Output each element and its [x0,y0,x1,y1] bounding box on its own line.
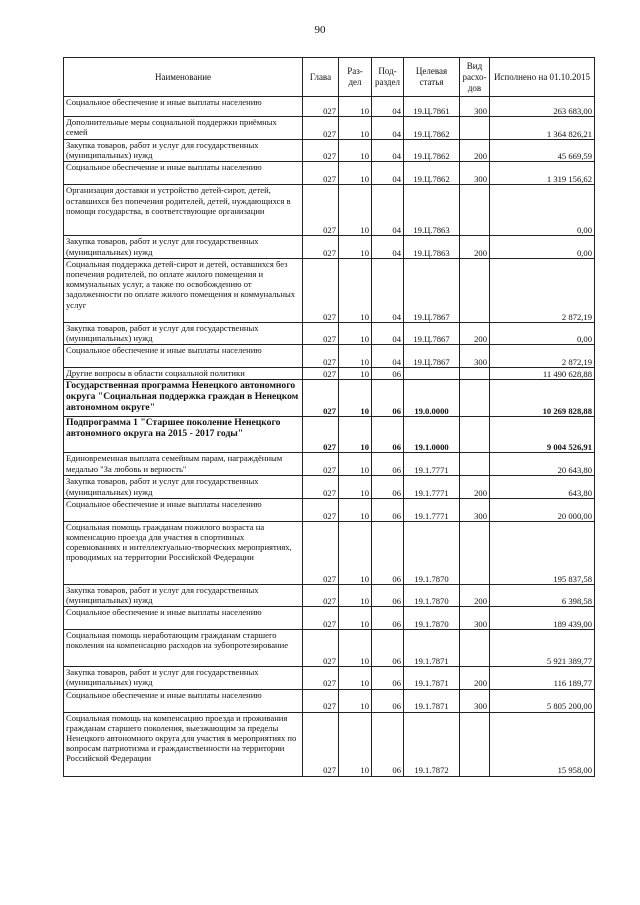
row-podrazdel: 06 [372,667,404,689]
row-podrazdel: 04 [372,185,404,236]
row-amount: 6 398,58 [490,584,595,606]
row-podrazdel: 04 [372,97,404,117]
row-vid: 200 [460,140,490,162]
row-podrazdel: 06 [372,498,404,521]
row-amount: 189 439,00 [490,607,595,630]
row-name: Дополнительные меры социальной поддержки приёмных семей [64,117,303,140]
row-razdel: 10 [339,117,372,140]
row-razdel: 10 [339,521,372,584]
row-glava: 027 [303,521,339,584]
row-name: Закупка товаров, работ и услуг для государственных (муниципальных) нужд [64,667,303,689]
table-row [64,498,595,521]
row-target: 19.1.0000 [404,417,460,453]
row-target: 19.Ц.7867 [404,322,460,344]
header-glava: Глава [303,58,339,97]
row-target [404,368,460,380]
row-vid: 200 [460,236,490,258]
row-razdel: 10 [339,607,372,630]
row-razdel: 10 [339,417,372,453]
row-razdel: 10 [339,236,372,258]
row-razdel: 10 [339,162,372,185]
row-amount: 1 319 156,62 [490,162,595,185]
row-podrazdel: 04 [372,322,404,344]
row-vid: 300 [460,345,490,368]
row-amount: 20 643,80 [490,453,595,476]
row-vid [460,185,490,236]
row-glava: 027 [303,322,339,344]
row-podrazdel: 06 [372,607,404,630]
row-amount: 2 872,19 [490,345,595,368]
row-target: 19.1.7872 [404,712,460,776]
table-row [64,162,595,185]
row-name: Социальное обеспечение и иные выплаты населению [64,607,303,630]
row-target: 19.Ц.7862 [404,140,460,162]
row-glava: 027 [303,417,339,453]
row-razdel: 10 [339,258,372,322]
row-name: Социальное обеспечение и иные выплаты населению [64,162,303,185]
row-glava: 027 [303,453,339,476]
row-vid [460,712,490,776]
row-target: 19.1.7870 [404,584,460,606]
row-target: 19.1.7871 [404,667,460,689]
table-row [64,97,595,117]
row-name: Единовременная выплата семейным парам, награждённым медалью "За любовь и верность" [64,453,303,476]
row-podrazdel: 06 [372,521,404,584]
table-row [64,689,595,712]
row-name: Подпрограмма 1 "Старшее поколение Ненецкого автономного округа на 2015 - 2017 годы" [64,417,303,453]
table-row [64,417,595,453]
row-name: Организация доставки и устройство детей-сирот, детей, оставшихся без попечения родителей, детей, нуждающихся в помощи государства, в соответствующие организации [64,185,303,236]
row-glava: 027 [303,162,339,185]
row-glava: 027 [303,712,339,776]
row-vid: 200 [460,322,490,344]
row-amount: 1 364 826,21 [490,117,595,140]
row-vid [460,380,490,417]
row-name: Закупка товаров, работ и услуг для государственных (муниципальных) нужд [64,322,303,344]
row-name: Закупка товаров, работ и услуг для государственных (муниципальных) нужд [64,140,303,162]
row-amount: 45 669,59 [490,140,595,162]
row-target: 19.1.7771 [404,498,460,521]
row-razdel: 10 [339,97,372,117]
row-glava: 027 [303,236,339,258]
row-vid [460,453,490,476]
row-podrazdel: 04 [372,236,404,258]
row-name: Социальное обеспечение и иные выплаты населению [64,345,303,368]
row-vid: 200 [460,667,490,689]
row-name: Социальное обеспечение и иные выплаты населению [64,97,303,117]
row-podrazdel: 06 [372,584,404,606]
row-razdel: 10 [339,584,372,606]
row-razdel: 10 [339,667,372,689]
table-row [64,667,595,689]
row-target: 19.1.7771 [404,476,460,498]
table-row [64,584,595,606]
row-vid: 300 [460,162,490,185]
header-razdel: Раз-дел [339,58,372,97]
table-row [64,117,595,140]
row-target: 19.1.7871 [404,689,460,712]
row-vid: 300 [460,689,490,712]
row-razdel: 10 [339,380,372,417]
row-podrazdel: 06 [372,453,404,476]
row-name: Закупка товаров, работ и услуг для государственных (муниципальных) нужд [64,476,303,498]
table-row [64,607,595,630]
row-razdel: 10 [339,498,372,521]
row-vid [460,521,490,584]
table-row [64,345,595,368]
row-amount: 15 958,00 [490,712,595,776]
row-name: Социальная поддержка детей-сирот и детей, оставшихся без попечения родителей, по оплате жилого помещения и коммунальных услуг, а также по освобождению от задолженности по оплате жилого помещения и коммунальных услуг [64,258,303,322]
row-razdel: 10 [339,630,372,667]
table-row [64,380,595,417]
row-target: 19.1.7871 [404,630,460,667]
row-glava: 027 [303,498,339,521]
row-target: 19.Ц.7862 [404,162,460,185]
row-target: 19.0.0000 [404,380,460,417]
row-target: 19.1.7771 [404,453,460,476]
row-razdel: 10 [339,453,372,476]
table-row [64,140,595,162]
table-row [64,712,595,776]
row-amount: 10 269 828,88 [490,380,595,417]
row-name: Социальная помощь на компенсацию проезда и проживания гражданам старшего поколения, выезжающим за пределы Ненецкого автономного округа для участия в мероприятиях по вопросам патриотизма и гражданственности на территории Российской Федерации [64,712,303,776]
row-razdel: 10 [339,476,372,498]
row-glava: 027 [303,476,339,498]
row-podrazdel: 04 [372,258,404,322]
row-glava: 027 [303,689,339,712]
row-amount: 11 490 628,88 [490,368,595,380]
row-name: Социальное обеспечение и иные выплаты населению [64,689,303,712]
row-razdel: 10 [339,322,372,344]
table-row [64,236,595,258]
row-glava: 027 [303,258,339,322]
row-podrazdel: 06 [372,689,404,712]
row-amount: 20 000,00 [490,498,595,521]
row-glava: 027 [303,667,339,689]
row-target: 19.1.7870 [404,607,460,630]
header-executed: Исполнено на 01.10.2015 [490,58,595,97]
row-target: 19.1.7870 [404,521,460,584]
row-target: 19.Ц.7863 [404,236,460,258]
budget-table [63,57,595,777]
table-row [64,630,595,667]
table-row [64,476,595,498]
row-glava: 027 [303,345,339,368]
row-vid: 300 [460,607,490,630]
row-glava: 027 [303,607,339,630]
row-podrazdel: 04 [372,162,404,185]
table-row [64,521,595,584]
header-name: Наименование [64,58,303,97]
row-vid: 300 [460,498,490,521]
row-amount: 116 189,77 [490,667,595,689]
row-podrazdel: 04 [372,140,404,162]
row-glava: 027 [303,97,339,117]
row-amount: 643,80 [490,476,595,498]
table-row [64,368,595,380]
row-vid [460,117,490,140]
row-vid: 200 [460,584,490,606]
row-target: 19.Ц.7867 [404,258,460,322]
row-target: 19.Ц.7861 [404,97,460,117]
row-vid: 300 [460,97,490,117]
row-podrazdel: 04 [372,345,404,368]
row-podrazdel: 06 [372,380,404,417]
row-target: 19.Ц.7863 [404,185,460,236]
table-body [64,97,595,777]
row-vid: 200 [460,476,490,498]
row-glava: 027 [303,368,339,380]
row-amount: 5 921 389,77 [490,630,595,667]
row-name: Государственная программа Ненецкого автономного округа "Социальная поддержка граждан в Ненецком автономном округе" [64,380,303,417]
row-podrazdel: 06 [372,712,404,776]
table-row [64,453,595,476]
row-amount: 263 683,00 [490,97,595,117]
row-target: 19.Ц.7867 [404,345,460,368]
row-podrazdel: 06 [372,417,404,453]
row-vid [460,258,490,322]
row-name: Социальная помощь гражданам пожилого возраста на компенсацию проезда для участия в спортивных соревнованиях и интеллектуально-творческих мероприятиях, проводимых на территории Российской Федерации [64,521,303,584]
row-podrazdel: 06 [372,630,404,667]
table-row [64,322,595,344]
header-target: Целевая статья [404,58,460,97]
row-amount: 0,00 [490,322,595,344]
row-glava: 027 [303,630,339,667]
row-amount: 0,00 [490,236,595,258]
row-amount: 5 805 200,00 [490,689,595,712]
row-razdel: 10 [339,140,372,162]
row-podrazdel: 04 [372,117,404,140]
row-glava: 027 [303,380,339,417]
row-amount: 195 837,58 [490,521,595,584]
header-podrazdel: Под-раздел [372,58,404,97]
row-amount: 0,00 [490,185,595,236]
table-row [64,185,595,236]
row-vid [460,630,490,667]
row-vid [460,417,490,453]
row-razdel: 10 [339,368,372,380]
row-razdel: 10 [339,712,372,776]
row-glava: 027 [303,584,339,606]
row-name: Социальная помощь неработающим гражданам старшего поколения на компенсацию расходов на зубопротезирование [64,630,303,667]
header-vid: Вид расхо-дов [460,58,490,97]
row-podrazdel: 06 [372,368,404,380]
row-name: Социальное обеспечение и иные выплаты населению [64,498,303,521]
row-razdel: 10 [339,185,372,236]
row-amount: 9 004 526,91 [490,417,595,453]
row-glava: 027 [303,185,339,236]
row-target: 19.Ц.7862 [404,117,460,140]
row-name: Другие вопросы в области социальной политики [64,368,303,380]
row-razdel: 10 [339,689,372,712]
table-row [64,258,595,322]
row-glava: 027 [303,140,339,162]
page-number: 90 [314,24,326,36]
table-header-row [64,58,595,97]
row-glava: 027 [303,117,339,140]
row-name: Закупка товаров, работ и услуг для государственных (муниципальных) нужд [64,236,303,258]
row-amount: 2 872,19 [490,258,595,322]
row-name: Закупка товаров, работ и услуг для государственных (муниципальных) нужд [64,584,303,606]
row-vid [460,368,490,380]
row-razdel: 10 [339,345,372,368]
row-podrazdel: 06 [372,476,404,498]
